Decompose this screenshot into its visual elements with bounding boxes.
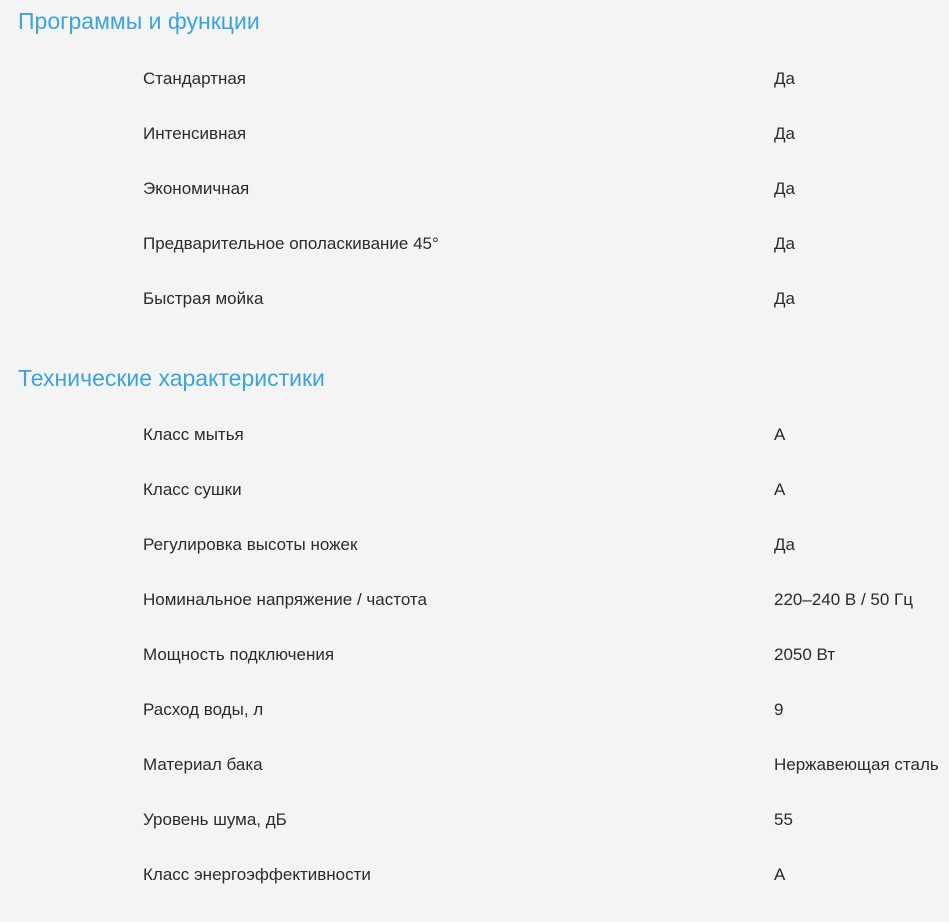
spec-label: Материал бака bbox=[143, 755, 263, 774]
spec-value: Да bbox=[774, 69, 795, 88]
spec-label: Класс мытья bbox=[143, 425, 244, 444]
spec-value: A bbox=[774, 865, 786, 884]
spec-value: Нержавеющая сталь bbox=[774, 755, 939, 774]
spec-label: Класс энергоэффективности bbox=[143, 865, 371, 884]
spec-value: 55 bbox=[774, 810, 793, 829]
spec-label: Мощность подключения bbox=[143, 645, 335, 664]
spec-value: Да bbox=[774, 535, 795, 554]
spec-label: Класс сушки bbox=[143, 480, 242, 499]
spec-value: Да bbox=[774, 124, 795, 143]
spec-row bbox=[0, 480, 949, 535]
section-title-programs: Программы и функции bbox=[18, 8, 260, 34]
spec-label: Стандартная bbox=[143, 69, 247, 88]
technical-spec-list bbox=[0, 425, 949, 920]
spec-row bbox=[0, 865, 949, 920]
spec-value: 9 bbox=[774, 700, 784, 719]
spec-label: Интенсивная bbox=[143, 124, 247, 143]
spec-row bbox=[0, 124, 949, 179]
spec-row bbox=[0, 425, 949, 480]
spec-row bbox=[0, 645, 949, 700]
spec-value: Да bbox=[774, 179, 795, 198]
spec-value: A bbox=[774, 425, 786, 444]
spec-row bbox=[0, 590, 949, 645]
spec-row bbox=[0, 234, 949, 289]
spec-value: Да bbox=[774, 234, 795, 253]
spec-value: 2050 Вт bbox=[774, 645, 836, 664]
section-title-technical: Технические характеристики bbox=[18, 365, 325, 391]
spec-value: 220–240 В / 50 Гц bbox=[774, 590, 913, 609]
spec-row bbox=[0, 700, 949, 755]
spec-row bbox=[0, 810, 949, 865]
spec-row bbox=[0, 535, 949, 590]
spec-row bbox=[0, 755, 949, 810]
spec-label: Номинальное напряжение / частота bbox=[143, 590, 427, 609]
spec-label: Предварительное ополаскивание 45° bbox=[143, 234, 439, 253]
spec-value: A bbox=[774, 480, 786, 499]
spec-value: Да bbox=[774, 289, 795, 308]
spec-label: Уровень шума, дБ bbox=[143, 810, 287, 829]
spec-row bbox=[0, 179, 949, 234]
spec-label: Регулировка высоты ножек bbox=[143, 535, 358, 554]
programs-spec-list bbox=[0, 69, 949, 344]
spec-label: Экономичная bbox=[143, 179, 250, 198]
spec-row bbox=[0, 289, 949, 344]
spec-label: Быстрая мойка bbox=[143, 289, 264, 308]
spec-label: Расход воды, л bbox=[143, 700, 264, 719]
spec-row bbox=[0, 69, 949, 124]
